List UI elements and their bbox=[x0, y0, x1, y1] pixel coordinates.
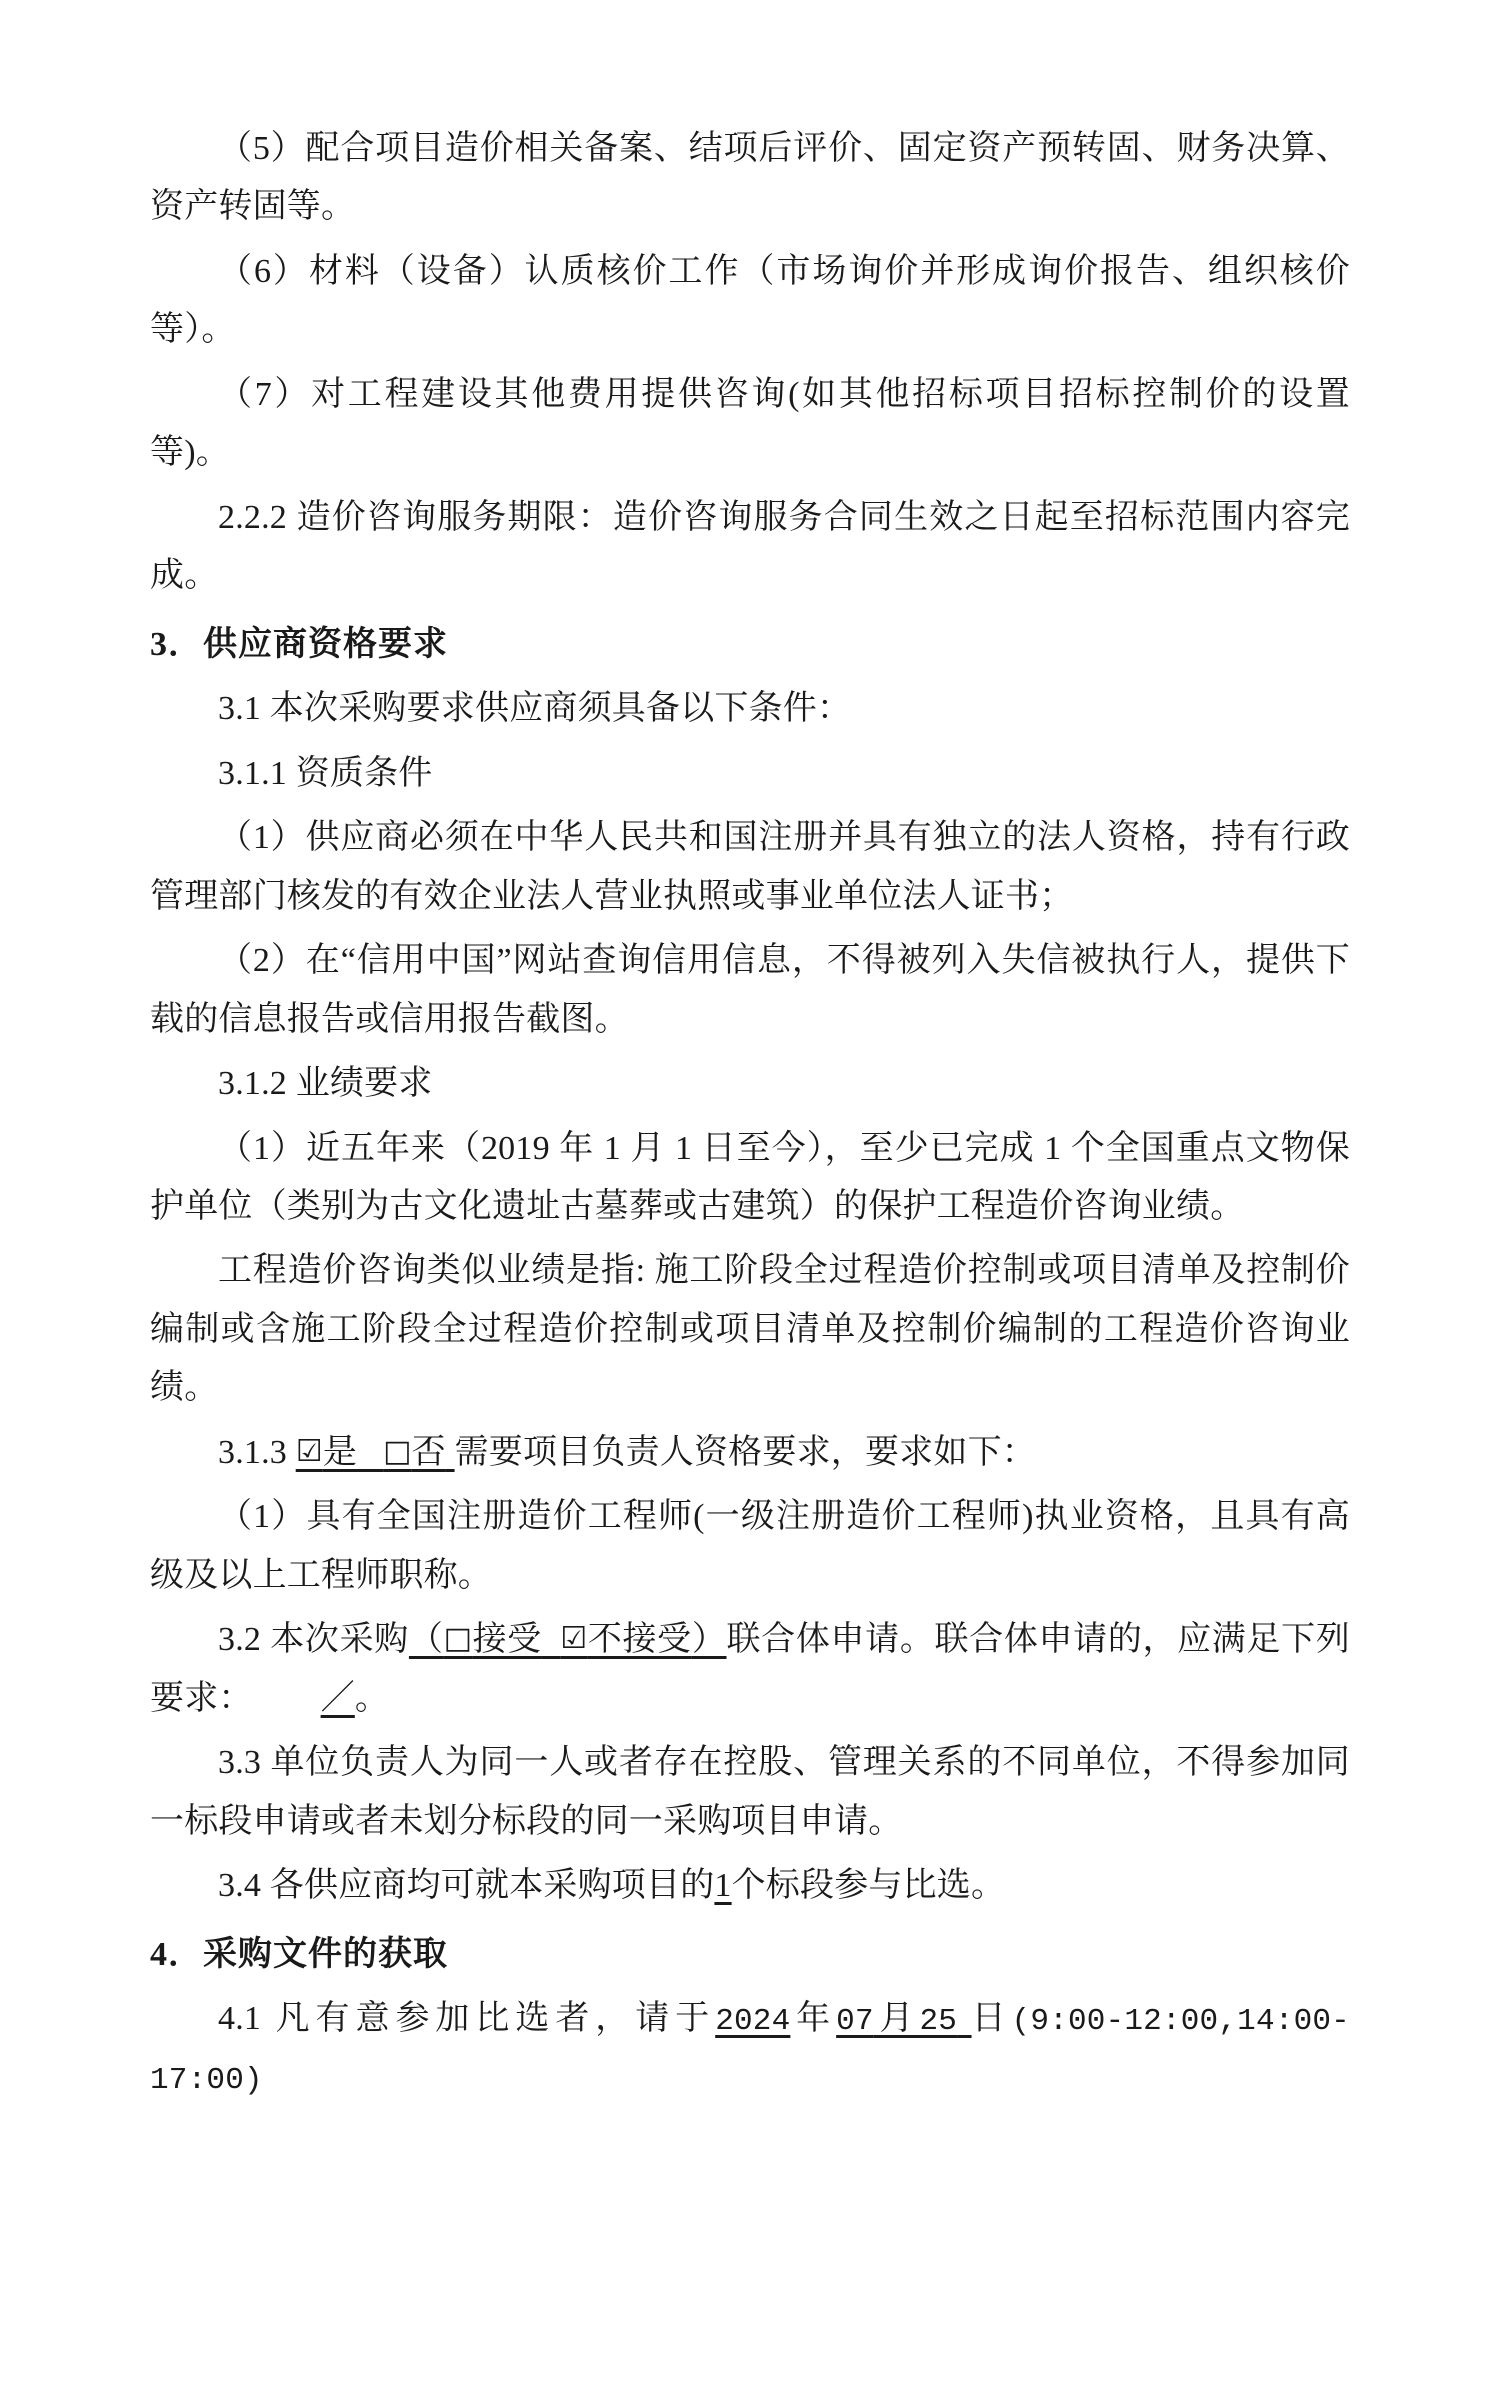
paragraph-3-4-suffix: 个标段参与比选。 bbox=[731, 1867, 1006, 1905]
checkbox-reject-label: 不接受 bbox=[587, 1621, 692, 1659]
project-manager-requirement-choice[interactable] bbox=[296, 1434, 455, 1471]
checkbox-checked-icon[interactable]: ☑ bbox=[295, 1433, 323, 1469]
paragraph-4-1-prefix: 4.1 凡有意参加比选者，请于 bbox=[218, 2000, 716, 2038]
heading-supplier-qualification: 3．供应商资格要求 bbox=[150, 625, 448, 663]
paragraph-3-1-1-item-2: （2）在“信用中国”网站查询信用信息，不得被列入失信被执行人，提供下载的信息报告或信用报告截图。 bbox=[150, 942, 1350, 1038]
acquisition-month-unit: 月 bbox=[873, 2000, 920, 2038]
paragraph-service-period: 2.2.2 造价咨询服务期限：造价咨询服务合同生效之日起至招标范围内容完成。 bbox=[150, 498, 1350, 595]
paragraph-3-2-prefix: 3.2 本次采购 bbox=[218, 1621, 409, 1659]
paragraph-3-1-3 bbox=[150, 1424, 1350, 1482]
checkbox-unchecked-icon[interactable]: □ bbox=[443, 1621, 473, 1657]
checkbox-accept-label: 接受 bbox=[472, 1621, 542, 1659]
paragraph-3-2-end: 。 bbox=[354, 1679, 390, 1717]
paragraph-3-1: 3.1 本次采购要求供应商须具备以下条件： bbox=[218, 690, 852, 728]
paragraph-3-2 bbox=[150, 1611, 1350, 1728]
paragraph-3-3: 3.3 单位负责人为同一人或者存在控股、管理关系的不同单位，不得参加同一标段申请或者未划分标段的同一采购项目申请。 bbox=[150, 1744, 1350, 1840]
checkbox-no-label: 否 bbox=[411, 1433, 446, 1471]
consortium-requirement-blank[interactable]: ／ bbox=[320, 1679, 355, 1717]
acquisition-day-unit: 日 bbox=[971, 2000, 1012, 2038]
paragraph-3-1-1: 3.1.1 资质条件 bbox=[218, 754, 433, 792]
section-count-value[interactable]: 1 bbox=[714, 1867, 732, 1905]
paragraph-3-4 bbox=[150, 1857, 1350, 1915]
paragraph-3-4-prefix: 3.4 各供应商均可就本采购项目的 bbox=[218, 1867, 715, 1905]
paragraph-item-7: （7）对工程建设其他费用提供咨询(如其他招标项目招标控制价的设置等)。 bbox=[150, 375, 1350, 472]
consortium-choice[interactable]: （□接受 ☑不接受） bbox=[408, 1621, 727, 1659]
acquisition-year-unit: 年 bbox=[790, 2000, 837, 2038]
acquisition-year-value[interactable]: 2024 bbox=[715, 2004, 791, 2040]
paragraph-3-1-3-suffix: 需要项目负责人资格要求，要求如下： bbox=[454, 1433, 1036, 1471]
paragraph-3-1-3-prefix: 3.1.3 bbox=[218, 1433, 287, 1471]
paragraph-item-5: （5）配合项目造价相关备案、结项后评价、固定资产预转固、财务决算、资产转固等。 bbox=[150, 130, 1350, 226]
paragraph-3-1-3-item-1: （1）具有全国注册造价工程师(一级注册造价工程师)执业资格，且具有高级及以上工程师职称。 bbox=[150, 1498, 1350, 1594]
checkbox-checked-icon[interactable]: ☑ bbox=[560, 1621, 588, 1657]
paragraph-3-2-middle: 联合体申请。联合体申请的，应满足下列要求： bbox=[150, 1621, 1350, 1717]
paragraph-3-1-2-note: 工程造价咨询类似业绩是指: 施工阶段全过程造价控制或项目清单及控制价编制或含施工阶段全过程造价控制或项目清单及控制价编制的工程造价咨询业绩。 bbox=[150, 1252, 1350, 1407]
heading-document-acquisition: 4．采购文件的获取 bbox=[150, 1935, 448, 1973]
checkbox-unchecked-icon[interactable]: □ bbox=[383, 1433, 412, 1469]
paragraph-3-1-1-item-1: （1）供应商必须在中华人民共和国注册并具有独立的法人资格，持有行政管理部门核发的有效企业法人营业执照或事业单位法人证书； bbox=[150, 819, 1350, 915]
acquisition-month-value[interactable]: 07 bbox=[836, 2004, 874, 2040]
document-body bbox=[150, 120, 1350, 2107]
acquisition-time-range: (9:00-12:00,14:00-17:00) bbox=[150, 2004, 1350, 2098]
acquisition-day-value[interactable]: 25 bbox=[919, 2004, 958, 2040]
paragraph-3-1-2-item-1: （1）近五年来（2019 年 1 月 1 日至今），至少已完成 1 个全国重点文物保护单位（类别为古文化遗址古墓葬或古建筑）的保护工程造价咨询业绩。 bbox=[150, 1129, 1350, 1225]
paragraph-4-1 bbox=[150, 1990, 1350, 2107]
checkbox-yes-label: 是 bbox=[322, 1433, 358, 1471]
paragraph-item-6: （6）材料（设备）认质核价工作（市场询价并形成询价报告、组织核价等）。 bbox=[150, 252, 1350, 349]
paragraph-3-1-2: 3.1.2 业绩要求 bbox=[218, 1065, 433, 1103]
